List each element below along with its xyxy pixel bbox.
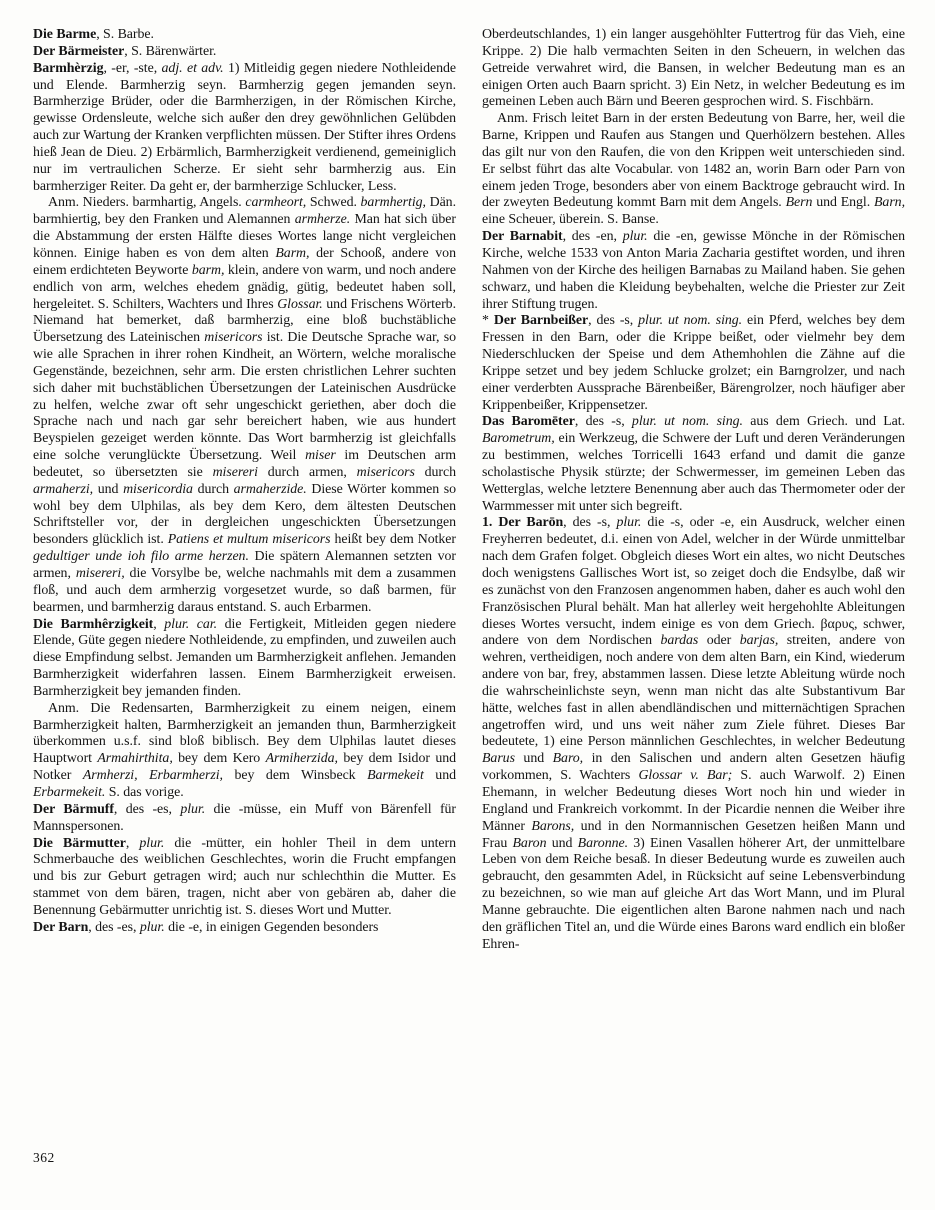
text-run: Anm. Die Redensarten, Barmherzigkeit zu einem neigen, einem Barmherzigkeit halten, Barmherzigkeit an jemanden thun, Barmherzigkeit überkommen u.s.f. sind bloß biblisch. Bey dem Ulphilas lautet dieses Hauptwort [33,700,456,767]
entry-baermeister [33,44,456,61]
text-run: die -e, in einigen Gegenden besonders [164,919,379,935]
text-run: die -mütter, ein hohler Theil in dem untern Schmerbauche des weiblichen Geschlechtes, worin die Frucht empfangen und bis zur Geburt getragen wird; auch nur schlechthin die Mutter. Es stammet von dem bären, tragen, nicht aber von gebären ab, daher die Benennung Gebärmutter unrichtig ist. S. dieses Wort und Mutter. [33,835,456,918]
text-run: , des -en, [562,229,623,245]
text-run: Barus [482,751,515,767]
text-run: 3) Einen Vasallen höherer Art, der unmittelbare Leben von dem Reiche besaß. In dieser Bedeutung wurde es zuweilen auch gebraucht, den gesammten Adel, in Rücksicht auf seine Lebensverbindung zu bezeichnen, so wie man auf gleiche Art das Wort Mann, und im Plural Manne gebrauchte. Die eigentlichen alten Barone nahmen nach und nach den gräflichen Titel an, und die Würde eines Barons ward endlich ein bloßer Ehren- [482,835,905,952]
text-run: der Schooß, andere von einem erdichteten Beyworte [33,245,456,278]
text-run: , [125,835,140,851]
text-run: Patiens et multum misericors [167,532,331,548]
headword: Die Barme [33,27,97,42]
text-columns [33,27,905,953]
text-run: , [153,616,165,632]
text-run: Diese Wörter kommen so wohl bey dem Ulphilas, als bey dem Kero, dem ältesten Deutschen Schriftsteller vor, der in dergleichen ungeschickten Übersetzungen besonders glücklich ist. [33,481,456,548]
entry-barn-continued [482,27,905,111]
entry-barmherzig [33,61,456,196]
text-run: Bern [785,195,813,211]
text-run: adj. et adv. [161,60,224,76]
anm-barmherzigkeit [33,701,456,802]
text-run: Baro, [552,751,584,767]
text-run: plur. car. [164,616,218,632]
text-run: Die spätern Alemannen setzten vor armen, [33,549,456,581]
text-run: und Frischens Wörterb. Niemand hat bemerket, daß barmherzig, eine bloß buchstäbliche Übersetzung des Lateinischen [33,296,456,346]
text-run: Schwed. [306,195,361,211]
text-run: plur. ut nom. sing. [631,414,743,430]
text-run: klein, andere von warm, und noch andere endlich von arm, welches ehedem gnädig, gütig, bedeutet haben soll, hergeleitet. S. Schilters, Wachters und Ihres [33,262,456,312]
text-run: in den Salischen und andern alten Gesetzen häufig vorkommen, S. Wachters [482,751,905,784]
text-run: gedultiger unde ioh filo arme herzen. [33,549,249,565]
text-run: plur. [622,229,648,245]
headword: Das Baromēter [482,414,575,430]
text-run: Anm. Nieders. barmhartig, Angels. [48,195,246,211]
headword: Barmhèrzig [33,60,104,76]
headword: Der Bärmeister [33,43,125,59]
text-run: durch armen, [257,464,357,480]
text-run: Baronne. [577,835,629,851]
anm-barmherzig [33,195,456,616]
text-run: oder [698,633,740,649]
text-run: heißt bey dem Notker [330,532,456,548]
text-run: aus dem Griech. und Lat. [742,414,905,430]
text-run: plur. [616,515,642,531]
text-run: barjas, [739,633,779,649]
text-run: durch [192,481,234,497]
text-run: eine Scheuer, überein. S. Banse. [482,212,659,228]
text-run: S. das vorige. [105,784,184,800]
text-run: armaherzide. [233,481,307,497]
text-run: Man hat sich über die Abstammung der ersten Hälfte dieses Wortes lange nicht vergleichen können. Einige haben es von dem alten [33,212,456,261]
text-run: plur. ut nom. sing. [638,313,743,329]
text-run: armaherzi, [33,481,94,497]
text-run: im Deutschen arm bedeutet, so übersetzten sie [33,448,456,480]
text-run: misericors [356,464,415,480]
text-run: Barons, [531,818,575,834]
text-run: Armiherzida, [265,751,338,767]
text-run: Oberdeutschlandes, 1) ein langer ausgehöhlter Futtertrog für das Vieh, eine Krippe. 2) Die halb vermachten Seiten in den Scheuern, in welchen das Getreide verwahret wird, die Bansen, in welcher Bedeutung man es an einigen Orten auch Baarn spricht. 3) Ein Netz, in welcher Bedeutung es im gemeinen Leben auch Bärn und Beeren gesprochen wird. S. Fischbärn. [482,27,905,110]
text-run: bey dem Winsbeck [222,768,368,784]
text-run: , -er, -ste, [103,60,162,76]
entry-barnbeisser [482,313,905,414]
text-run: Erbarmekeit. [33,784,106,800]
text-run: die -en, gewisse Mönche in der Römischen Kirche, welche 1533 von Anton Maria Zacharia gestiftet worden, und ihren Nahmen von der Kirche des heiligen Barnabas zu Mailand haben. Sie gehen schwarz, und haben die Kleidung beybehalten, welche die Priester zur Zeit ihrer Stiftung trugen. [482,229,905,312]
text-run: Glossar v. Bar; [638,768,733,784]
text-run: ist. Die Deutsche Sprache war, so wie alle Sprachen in ihrer rohen Kindheit, an Wörtern, welche moralische Gegenstände, bezeichnen, sehr arm. Die ersten christlichen Lehrer suchten sich daher mit buchstäblichen Übersetzungen der Lateinischen Ausdrücke zu helfen, welche zwar oft sehr ungeschickt geriethen, aber doch die Sprache nach und nach gar sehr bereichert haben, wie aus hundert Beyspielen gezeiget werden könnte. Das Wort barmherzig ist gleichfalls eine solche verunglückte Übersetzung. Weil [33,330,456,464]
headword: Der Barnbeißer [493,313,589,329]
text-run: misereri [212,464,258,480]
text-run: plur. [139,835,165,851]
text-run: , des -es, [113,801,181,817]
text-run: und in den Normannischen Gesetzen heißen Mann und Frau [482,818,905,851]
text-run: und Engl. [812,195,874,211]
headword: Der Bärmuff [33,801,114,817]
text-run: ein Pferd, welches bey dem Fressen in den Barn, oder die Krippe beißet, oder vielmehr bey dem Niederschlucken der Speise und dem Athemhohlen die Zähne auf die Krippe setzet und bey jedem Schlucke grolzet; ein Barngrolzer, und nach einer verderbten Aussprache Bärenbeißer, Bärengrolzer, noch häufiger aber Krippenbeißer, Krippensetzer. [482,313,905,413]
text-run: die Vorsylbe be, welche nachmahls mit dem a zusammen floß, und auch dem armherzig vorgesetzet wurde, so daß barmen, für bearmen, und barmherzig daraus entstand. S. auch Erbarmen. [33,566,456,615]
right-column [482,27,905,953]
text-run: Glossar. [277,296,323,312]
text-run: Armherzi, Erbarmherzi, [82,768,223,784]
text-run: , des -s, [588,313,639,329]
text-run: , S. Barbe. [96,27,154,42]
text-run: , des -es, [88,919,140,935]
text-run: S. auch Warwolf. 2) Einen Ehemann, in welcher Bedeutung dieses Wort noch hin und wieder in England und Frankreich vorkommt. In der Picardie nennen die Weiber ihre Männer [482,768,905,834]
text-run: misericordia [123,481,193,497]
text-run: Dän. barmhiertig, bey den Franken und Alemannen [33,195,456,228]
text-run: barm, [191,262,225,278]
entry-barmherzigkeit [33,617,456,701]
text-run: ein Werkzeug, die Schwere der Luft und deren Veränderungen zu bestimmen, welches Torricelli 1643 erfand und damit die ganze scholastische Physik stürzte; der Schwermesser, im gemeinen Leben das Wetterglas, welche letztere Benennung aber auch das Thermometer oder der Warmmesser mit unter sich begreift. [482,431,905,514]
text-run: miser [305,448,336,464]
text-run: bey dem Isidor und Notker [33,751,457,784]
text-run: und [93,481,124,497]
anm-barn [482,111,905,229]
text-run: und [546,835,578,851]
headword: Die Barmhêrzigkeit [33,616,154,632]
text-run: Anm. Frisch leitet Barn in der ersten Bedeutung von Barre, her, weil die Barne, Krippen und Raufen aus Stangen und Querhölzern bestehen. Alles das gilt nur von den Raufen, die von den Krippen weit unterschieden sind. Er selbst führt das alte Vocabular. von 1482 an, worin Barn oder Parn von einem jeden Troge, besonders aber von einem Backtroge gebraucht wird. In der zweyten Bedeutung kommt Barn mit dem Angels. [482,111,905,211]
text-run: Barn, [873,195,905,211]
text-run: armherze. [294,212,351,228]
text-run: barmhertig, [360,195,426,211]
text-run: , des -s, [563,515,617,531]
text-run: streiten, andere von wehren, vertheidigen, noch andere von dem alten Barn, ein Kind, wiederum andere von bar, frey, abstammen lassen. Diese letzte Ableitung würde noch die wahrscheinlichste seyn, wenn man nicht das alte Substantivum Bar hätte, welches fast in allen abendländischen und mitternächtigen Sprachen angetroffen wird, und uns weit näher zum Ziele führet. Dieses Bar bedeutete, 1) eine Person männlichen Geschlechtes, in welcher Bedeutung [482,633,905,750]
text-run: bardas [660,633,699,649]
entry-baermuff [33,802,456,836]
text-run: misereri, [75,566,125,581]
text-run: und [514,751,553,767]
text-run: carmheort, [245,195,307,211]
text-run: die -müsse, ein Muff von Bärenfell für Mannspersonen. [33,801,456,834]
text-run: , S. Bärenwärter. [124,43,217,59]
headword: Die Bärmutter [33,835,126,851]
page-number: 362 [33,1150,55,1165]
entry-barometer [482,414,905,515]
text-run: plur. [139,919,165,935]
text-run: Baron [512,835,547,851]
entry-barme [33,27,456,44]
text-run: die Fertigkeit, Mitleiden gegen niedere Elende, Güte gegen niedere Nothleidende, zu empfinden, und zuweilen auch diese Empfindung selbst. Jemanden um Barmherzigkeit anflehen. Jemanden Barmherzigkeit widerfahren lassen. Einem Barmherzigkeit erweisen. Barmherzigkeit bey jemanden finden. [33,616,456,699]
text-run: Armahirthita, [97,751,173,767]
headword: Der Barnabit [482,229,563,245]
text-run: misericors [204,330,263,346]
text-run: , des -s, [574,414,632,430]
headword: Der Barn [33,919,89,935]
headword: 1. Der Barōn [482,515,564,531]
text-run: 1) Mitleidig gegen niedere Nothleidende und Elende. Barmherzig seyn. Barmherzig gegen jemanden seyn. Barmherzige Brüder, oder die Barmherzigen, in der Römischen Kirche, gewisse Ordensleute, welche sich außer den drey gewöhnlichen Gelübden auch zur Wartung der Kranken verpflichten müssen. Der Stifter ihres Ordens hieß Jean de Dieu. 2) Erbärmlich, Barmherzigkeit verdienend, gemeiniglich nur im vertraulichen Scherze. Er sieht sehr barmherzig aus. Ein barmherziger Reiter. Da geht er, der barmherzige Schlucker, Less. [33,60,457,194]
text-run: Barm, [275,245,310,261]
text-run: * [482,313,494,329]
left-column [33,27,456,953]
entry-barnabit [482,229,905,313]
entry-baermutter [33,836,456,920]
entry-barn [33,920,456,937]
text-run: bey dem Kero [172,751,266,767]
text-run: plur. [180,801,206,817]
text-run: Barmekeit [367,768,424,784]
entry-baron [482,515,905,953]
text-run: die -s, oder -e, ein Ausdruck, welcher einen Freyherren bedeutet, d.i. einen von Adel, welcher in der Würde unmittelbar nach dem Grafen folget. Obgleich dieses Wort ein altes, wo nicht Deutsches doch wenigstens Gallisches Wort ist, so zeiget doch die Endsylbe, daß wir es zunächst von den Franzosen angenommen haben, daher es auch wohl den Französischen Plural behält. Man hat allerley weit hergehohlte Ableitungen dieses Wortes versucht, indem einige es von dem Griech. βαρυς, schwer, andere von dem Nordischen [482,515,905,649]
text-run: durch [414,464,457,480]
text-run: Barometrum, [482,431,555,447]
text-run: und [423,768,456,784]
